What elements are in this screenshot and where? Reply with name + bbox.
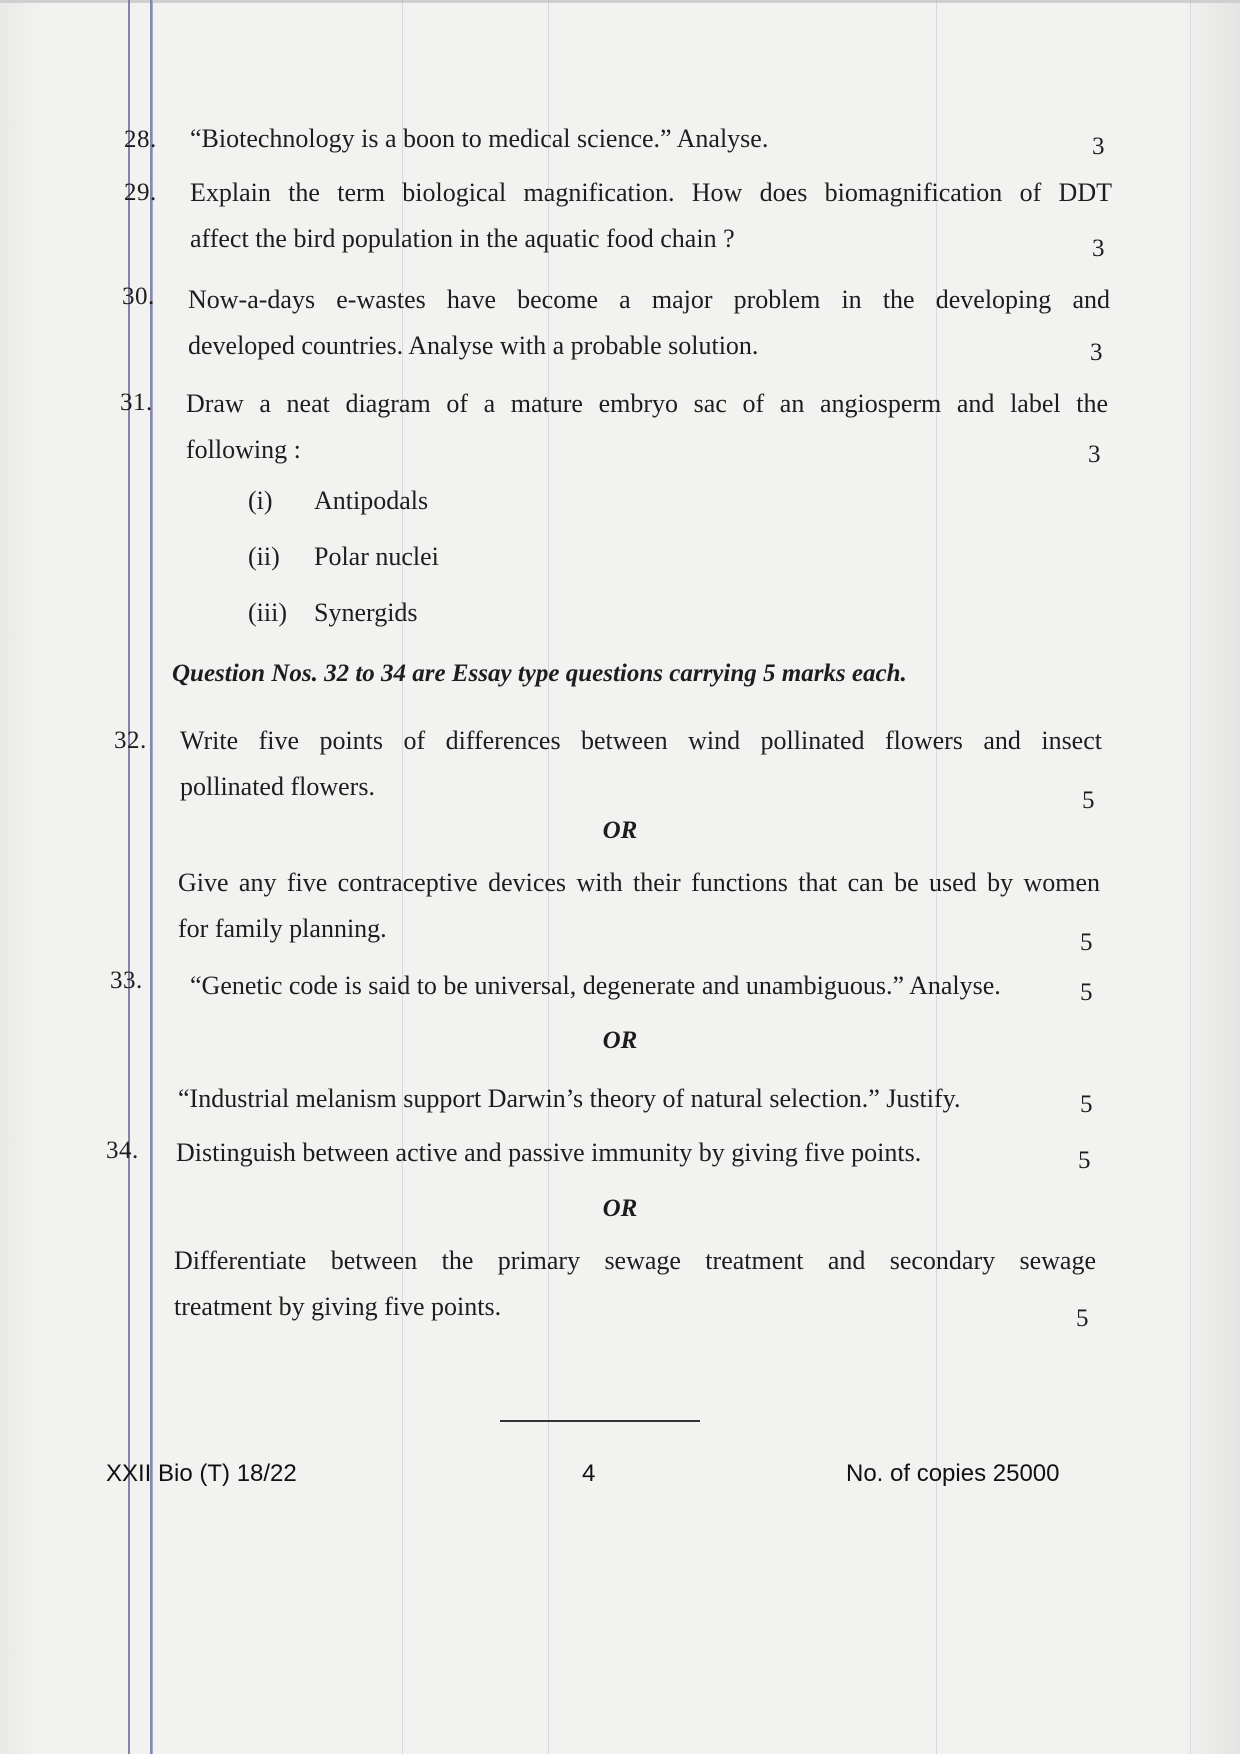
question-text: Distinguish between active and passive immunity by giving five points. bbox=[176, 1138, 922, 1167]
question-number: 30. bbox=[122, 283, 155, 310]
page-top-edge bbox=[0, 0, 1240, 3]
alternative-question-text: Give any five contraceptive devices with their functions that can be used by women bbox=[178, 868, 1100, 897]
margin-line bbox=[128, 0, 130, 1754]
question-text: following : bbox=[186, 435, 301, 464]
question-number: 33. bbox=[110, 967, 143, 994]
alternative-marks: 5 bbox=[1080, 929, 1093, 956]
subitem-text: Synergids bbox=[314, 598, 418, 627]
question-marks: 5 bbox=[1078, 1147, 1091, 1174]
subitem bbox=[248, 590, 418, 636]
question-text: Now-a-days e-wastes have become a major problem in the developing and bbox=[188, 285, 1110, 314]
question-number: 34. bbox=[106, 1137, 139, 1164]
question-number: 31. bbox=[120, 389, 153, 416]
question-text: Explain the term biological magnification. How does biomagnification of DDT bbox=[190, 178, 1112, 207]
question-number: 29. bbox=[124, 179, 157, 206]
subitem bbox=[248, 534, 439, 580]
subitem-label: (iii) bbox=[248, 598, 287, 627]
question-text: Write five points of differences between wind pollinated flowers and insect bbox=[180, 726, 1102, 755]
question-marks: 5 bbox=[1082, 787, 1095, 814]
subitem bbox=[248, 478, 428, 524]
question-marks: 3 bbox=[1092, 235, 1105, 262]
section-note: Question Nos. 32 to 34 are Essay type questions carrying 5 marks each. bbox=[172, 660, 907, 687]
subitem-text: Polar nuclei bbox=[314, 542, 439, 571]
question-marks: 3 bbox=[1092, 133, 1105, 160]
alternative-question-text: for family planning. bbox=[178, 914, 387, 943]
subitem-label: (ii) bbox=[248, 542, 280, 571]
question-marks: 3 bbox=[1090, 339, 1103, 366]
or-separator: OR bbox=[602, 817, 638, 844]
page-number: 4 bbox=[582, 1460, 596, 1487]
alternative-marks: 5 bbox=[1080, 1091, 1093, 1118]
alternative-question-text: “Industrial melanism support Darwin’s theory of natural selection.” Justify. bbox=[178, 1084, 961, 1113]
or-separator: OR bbox=[602, 1195, 638, 1222]
margin-line bbox=[152, 0, 153, 1754]
faint-ruling bbox=[1190, 0, 1191, 1754]
alternative-question-text: treatment by giving five points. bbox=[174, 1292, 502, 1321]
question-text: developed countries. Analyse with a probable solution. bbox=[188, 331, 759, 360]
copies-count: No. of copies 25000 bbox=[846, 1460, 1060, 1487]
question-marks: 3 bbox=[1088, 441, 1101, 468]
question-text: “Biotechnology is a boon to medical science.” Analyse. bbox=[190, 124, 769, 153]
question-text: Draw a neat diagram of a mature embryo sac of an angiosperm and label the bbox=[186, 389, 1108, 418]
subitem-text: Antipodals bbox=[314, 486, 429, 515]
question-number: 32. bbox=[114, 727, 147, 754]
question-text: affect the bird population in the aquatic food chain ? bbox=[190, 224, 735, 253]
end-rule bbox=[500, 1420, 700, 1422]
question-text: pollinated flowers. bbox=[180, 772, 375, 801]
question-text: “Genetic code is said to be universal, degenerate and unambiguous.” Analyse. bbox=[190, 971, 1001, 1000]
question-marks: 5 bbox=[1080, 979, 1093, 1006]
alternative-question-text: Differentiate between the primary sewage treatment and secondary sewage bbox=[174, 1246, 1096, 1275]
alternative-marks: 5 bbox=[1076, 1305, 1089, 1332]
paper-code: XXII Bio (T) 18/22 bbox=[106, 1460, 297, 1487]
or-separator: OR bbox=[602, 1027, 638, 1054]
subitem-label: (i) bbox=[248, 486, 273, 515]
question-number: 28. bbox=[124, 126, 157, 153]
